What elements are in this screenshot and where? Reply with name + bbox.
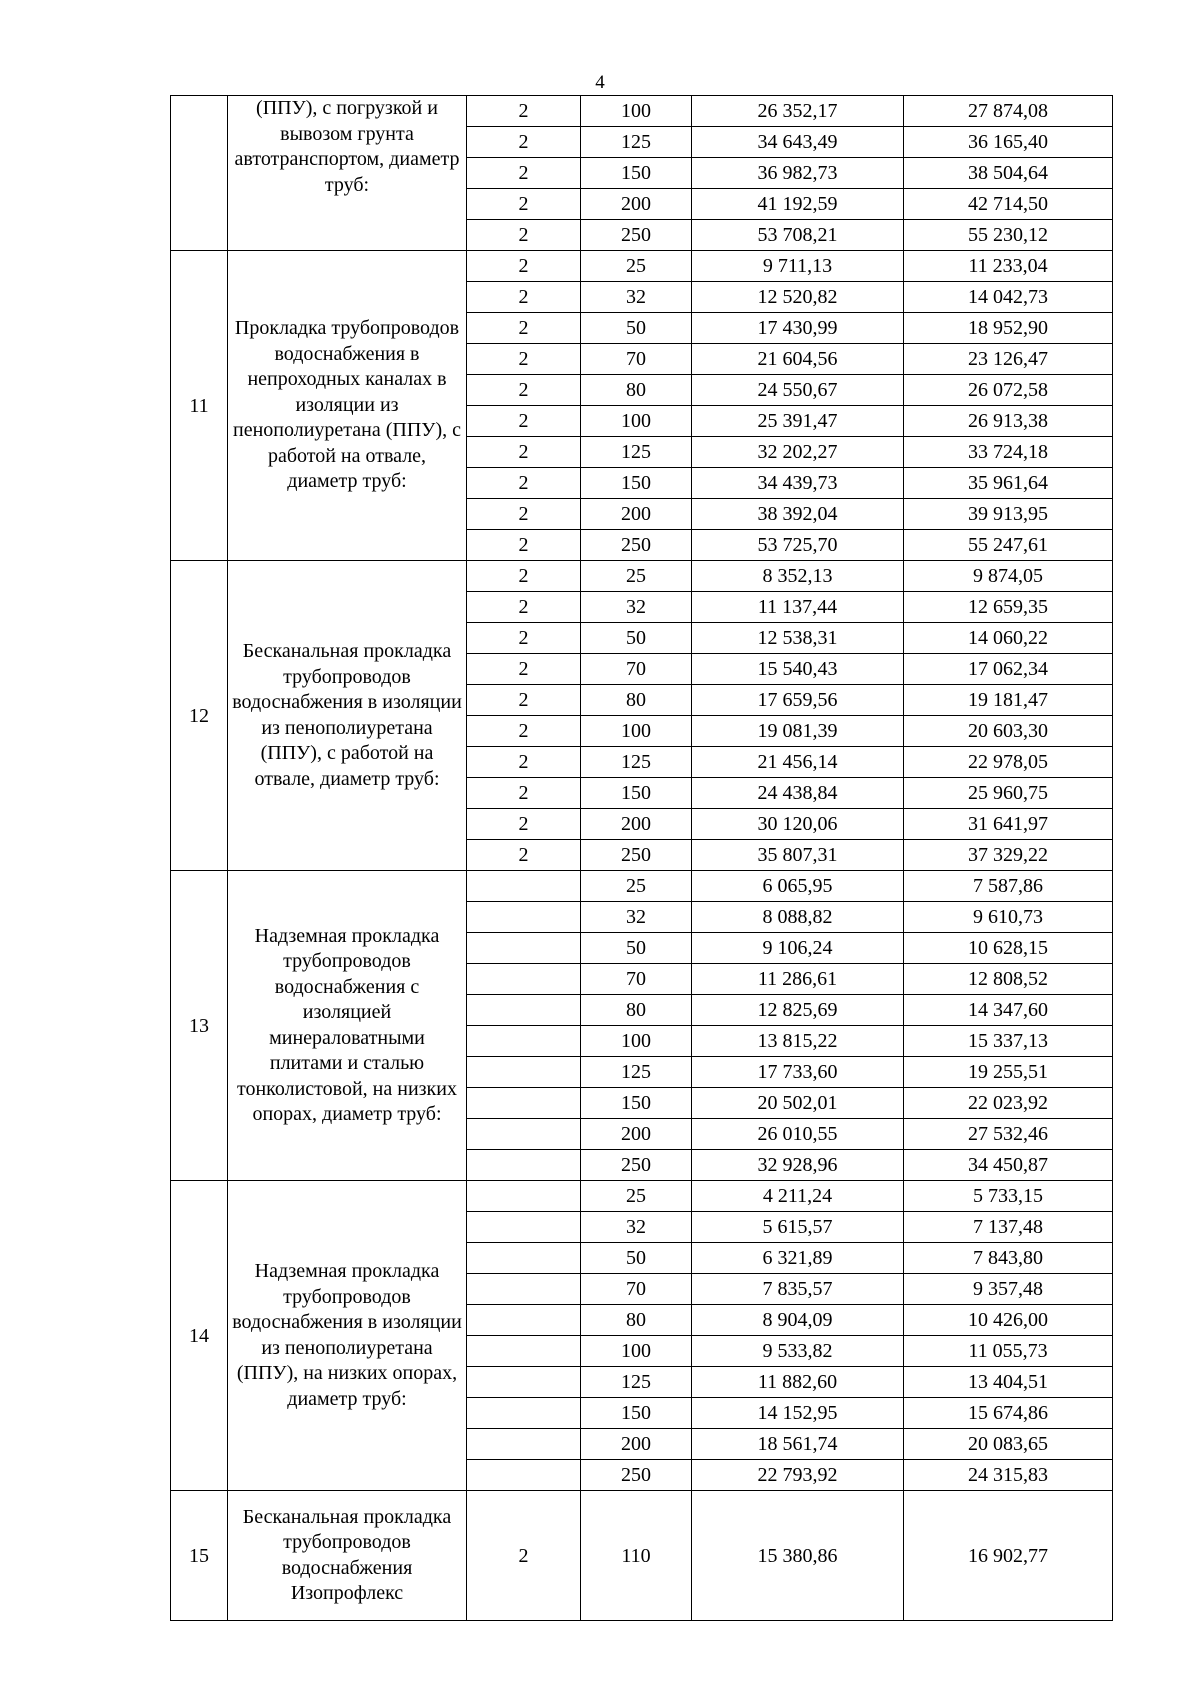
quantity-cell — [467, 964, 581, 995]
price-cell: 8 904,09 — [692, 1305, 904, 1336]
item-number-cell — [171, 96, 228, 251]
price-cell: 8 088,82 — [692, 902, 904, 933]
price-vat-cell: 11 233,04 — [904, 251, 1113, 282]
description-cell: Надземная прокладка трубопроводов водоснабжения в изоляции из пенополиуретана (ППУ), на низких опорах, диаметр труб: — [228, 1181, 467, 1491]
diameter-cell: 80 — [581, 995, 692, 1026]
price-vat-cell: 55 230,12 — [904, 220, 1113, 251]
quantity-cell: 2 — [467, 809, 581, 840]
item-number-cell: 12 — [171, 561, 228, 871]
price-vat-cell: 10 628,15 — [904, 933, 1113, 964]
price-cell: 12 825,69 — [692, 995, 904, 1026]
price-cell: 22 793,92 — [692, 1460, 904, 1491]
price-vat-cell: 18 952,90 — [904, 313, 1113, 344]
quantity-cell — [467, 1429, 581, 1460]
quantity-cell — [467, 933, 581, 964]
description-cell: (ППУ), с погрузкой и вывозом грунта автотранспортом, диаметр труб: — [228, 96, 467, 251]
quantity-cell — [467, 1460, 581, 1491]
quantity-cell — [467, 1243, 581, 1274]
price-cell: 32 202,27 — [692, 437, 904, 468]
table-row — [171, 561, 1113, 592]
quantity-cell: 2 — [467, 716, 581, 747]
price-vat-cell: 22 978,05 — [904, 747, 1113, 778]
page-number: 4 — [595, 72, 605, 93]
price-cell: 34 643,49 — [692, 127, 904, 158]
price-vat-cell: 20 603,30 — [904, 716, 1113, 747]
diameter-cell: 150 — [581, 1398, 692, 1429]
quantity-cell: 2 — [467, 592, 581, 623]
price-vat-cell: 9 357,48 — [904, 1274, 1113, 1305]
diameter-cell: 25 — [581, 251, 692, 282]
diameter-cell: 80 — [581, 685, 692, 716]
item-number-cell: 13 — [171, 871, 228, 1181]
price-cell: 30 120,06 — [692, 809, 904, 840]
quantity-cell: 2 — [467, 530, 581, 561]
price-cell: 35 807,31 — [692, 840, 904, 871]
quantity-cell: 2 — [467, 127, 581, 158]
price-vat-cell: 14 042,73 — [904, 282, 1113, 313]
diameter-cell: 32 — [581, 282, 692, 313]
quantity-cell — [467, 1026, 581, 1057]
diameter-cell: 150 — [581, 158, 692, 189]
price-vat-cell: 15 674,86 — [904, 1398, 1113, 1429]
item-number-cell: 15 — [171, 1491, 228, 1621]
diameter-cell: 50 — [581, 1243, 692, 1274]
price-vat-cell: 31 641,97 — [904, 809, 1113, 840]
price-cell: 20 502,01 — [692, 1088, 904, 1119]
diameter-cell: 25 — [581, 871, 692, 902]
quantity-cell: 2 — [467, 344, 581, 375]
diameter-cell: 250 — [581, 220, 692, 251]
price-vat-cell: 42 714,50 — [904, 189, 1113, 220]
quantity-cell — [467, 1150, 581, 1181]
diameter-cell: 32 — [581, 902, 692, 933]
diameter-cell: 150 — [581, 1088, 692, 1119]
description-cell: Прокладка трубопроводов водоснабжения в непроходных каналах в изоляции из пенополиуретана (ППУ), с работой на отвале, диаметр труб: — [228, 251, 467, 561]
quantity-cell: 2 — [467, 437, 581, 468]
quantity-cell: 2 — [467, 747, 581, 778]
price-cell: 11 286,61 — [692, 964, 904, 995]
price-cell: 17 430,99 — [692, 313, 904, 344]
description-cell: Бесканальная прокладка трубопроводов водоснабжения в изоляции из пенополиуретана (ППУ), с работой на отвале, диаметр труб: — [228, 561, 467, 871]
quantity-cell — [467, 1181, 581, 1212]
quantity-cell: 2 — [467, 375, 581, 406]
price-cell: 12 538,31 — [692, 623, 904, 654]
quantity-cell — [467, 902, 581, 933]
diameter-cell: 110 — [581, 1491, 692, 1621]
price-cell: 12 520,82 — [692, 282, 904, 313]
quantity-cell: 2 — [467, 251, 581, 282]
price-vat-cell: 11 055,73 — [904, 1336, 1113, 1367]
diameter-cell: 70 — [581, 1274, 692, 1305]
price-vat-cell: 7 587,86 — [904, 871, 1113, 902]
diameter-cell: 32 — [581, 592, 692, 623]
price-vat-cell: 5 733,15 — [904, 1181, 1113, 1212]
price-vat-cell: 12 659,35 — [904, 592, 1113, 623]
quantity-cell: 2 — [467, 778, 581, 809]
price-cell: 17 659,56 — [692, 685, 904, 716]
price-vat-cell: 9 874,05 — [904, 561, 1113, 592]
price-cell: 13 815,22 — [692, 1026, 904, 1057]
price-cell: 9 106,24 — [692, 933, 904, 964]
price-cell: 4 211,24 — [692, 1181, 904, 1212]
table-row — [171, 871, 1113, 902]
quantity-cell: 2 — [467, 499, 581, 530]
diameter-cell: 125 — [581, 1367, 692, 1398]
diameter-cell: 70 — [581, 964, 692, 995]
price-cell: 36 982,73 — [692, 158, 904, 189]
quantity-cell — [467, 1274, 581, 1305]
price-cell: 18 561,74 — [692, 1429, 904, 1460]
item-number-cell: 14 — [171, 1181, 228, 1491]
price-cell: 8 352,13 — [692, 561, 904, 592]
quantity-cell: 2 — [467, 96, 581, 127]
quantity-cell: 2 — [467, 189, 581, 220]
price-cell: 14 152,95 — [692, 1398, 904, 1429]
quantity-cell — [467, 1119, 581, 1150]
quantity-cell: 2 — [467, 840, 581, 871]
price-cell: 34 439,73 — [692, 468, 904, 499]
price-vat-cell: 9 610,73 — [904, 902, 1113, 933]
price-vat-cell: 7 137,48 — [904, 1212, 1113, 1243]
diameter-cell: 125 — [581, 437, 692, 468]
quantity-cell — [467, 1057, 581, 1088]
price-vat-cell: 20 083,65 — [904, 1429, 1113, 1460]
price-cell: 15 540,43 — [692, 654, 904, 685]
price-cell: 21 604,56 — [692, 344, 904, 375]
diameter-cell: 70 — [581, 654, 692, 685]
diameter-cell: 150 — [581, 468, 692, 499]
table-row — [171, 1181, 1113, 1212]
quantity-cell: 2 — [467, 468, 581, 499]
quantity-cell — [467, 995, 581, 1026]
diameter-cell: 150 — [581, 778, 692, 809]
quantity-cell: 2 — [467, 313, 581, 344]
price-vat-cell: 33 724,18 — [904, 437, 1113, 468]
diameter-cell: 250 — [581, 530, 692, 561]
quantity-cell — [467, 871, 581, 902]
price-cell: 5 615,57 — [692, 1212, 904, 1243]
diameter-cell: 125 — [581, 127, 692, 158]
quantity-cell: 2 — [467, 158, 581, 189]
price-vat-cell: 12 808,52 — [904, 964, 1113, 995]
price-vat-cell: 35 961,64 — [904, 468, 1113, 499]
price-cell: 25 391,47 — [692, 406, 904, 437]
diameter-cell: 25 — [581, 561, 692, 592]
price-vat-cell: 7 843,80 — [904, 1243, 1113, 1274]
quantity-cell: 2 — [467, 623, 581, 654]
price-vat-cell: 17 062,34 — [904, 654, 1113, 685]
price-vat-cell: 26 913,38 — [904, 406, 1113, 437]
table-row — [171, 96, 1113, 127]
price-vat-cell: 14 347,60 — [904, 995, 1113, 1026]
diameter-cell: 100 — [581, 406, 692, 437]
price-vat-cell: 14 060,22 — [904, 623, 1113, 654]
diameter-cell: 250 — [581, 840, 692, 871]
diameter-cell: 100 — [581, 716, 692, 747]
price-vat-cell: 24 315,83 — [904, 1460, 1113, 1491]
price-cell: 6 065,95 — [692, 871, 904, 902]
price-vat-cell: 15 337,13 — [904, 1026, 1113, 1057]
diameter-cell: 25 — [581, 1181, 692, 1212]
tariff-table — [170, 95, 1113, 1621]
price-vat-cell: 26 072,58 — [904, 375, 1113, 406]
price-vat-cell: 19 255,51 — [904, 1057, 1113, 1088]
diameter-cell: 50 — [581, 313, 692, 344]
price-cell: 11 882,60 — [692, 1367, 904, 1398]
quantity-cell — [467, 1088, 581, 1119]
price-vat-cell: 27 874,08 — [904, 96, 1113, 127]
diameter-cell: 125 — [581, 747, 692, 778]
diameter-cell: 250 — [581, 1150, 692, 1181]
diameter-cell: 200 — [581, 1119, 692, 1150]
price-cell: 17 733,60 — [692, 1057, 904, 1088]
diameter-cell: 50 — [581, 933, 692, 964]
diameter-cell: 70 — [581, 344, 692, 375]
price-cell: 11 137,44 — [692, 592, 904, 623]
price-cell: 26 352,17 — [692, 96, 904, 127]
description-cell: Бесканальная прокладка трубопроводов водоснабжения Изопрофлекс — [228, 1491, 467, 1621]
price-cell: 6 321,89 — [692, 1243, 904, 1274]
diameter-cell: 100 — [581, 1336, 692, 1367]
diameter-cell: 200 — [581, 499, 692, 530]
price-vat-cell: 39 913,95 — [904, 499, 1113, 530]
quantity-cell: 2 — [467, 561, 581, 592]
price-cell: 41 192,59 — [692, 189, 904, 220]
price-cell: 7 835,57 — [692, 1274, 904, 1305]
diameter-cell: 80 — [581, 1305, 692, 1336]
price-vat-cell: 38 504,64 — [904, 158, 1113, 189]
quantity-cell: 2 — [467, 220, 581, 251]
price-vat-cell: 19 181,47 — [904, 685, 1113, 716]
price-vat-cell: 27 532,46 — [904, 1119, 1113, 1150]
price-cell: 53 708,21 — [692, 220, 904, 251]
quantity-cell — [467, 1367, 581, 1398]
price-cell: 21 456,14 — [692, 747, 904, 778]
price-cell: 26 010,55 — [692, 1119, 904, 1150]
description-cell: Надземная прокладка трубопроводов водоснабжения с изоляцией минераловатными плитами и сталью тонколистовой, на низких опорах, диаметр труб: — [228, 871, 467, 1181]
price-vat-cell: 23 126,47 — [904, 344, 1113, 375]
quantity-cell — [467, 1336, 581, 1367]
diameter-cell: 200 — [581, 809, 692, 840]
price-vat-cell: 25 960,75 — [904, 778, 1113, 809]
price-vat-cell: 22 023,92 — [904, 1088, 1113, 1119]
diameter-cell: 50 — [581, 623, 692, 654]
price-cell: 32 928,96 — [692, 1150, 904, 1181]
price-cell: 24 550,67 — [692, 375, 904, 406]
price-vat-cell: 10 426,00 — [904, 1305, 1113, 1336]
diameter-cell: 100 — [581, 1026, 692, 1057]
diameter-cell: 80 — [581, 375, 692, 406]
price-cell: 9 711,13 — [692, 251, 904, 282]
quantity-cell: 2 — [467, 1491, 581, 1621]
price-vat-cell: 36 165,40 — [904, 127, 1113, 158]
price-cell: 15 380,86 — [692, 1491, 904, 1621]
quantity-cell: 2 — [467, 406, 581, 437]
table-body — [171, 96, 1113, 1621]
table-row — [171, 1491, 1113, 1621]
price-cell: 24 438,84 — [692, 778, 904, 809]
quantity-cell: 2 — [467, 282, 581, 313]
table-row — [171, 251, 1113, 282]
diameter-cell: 32 — [581, 1212, 692, 1243]
quantity-cell — [467, 1305, 581, 1336]
diameter-cell: 200 — [581, 189, 692, 220]
quantity-cell — [467, 1398, 581, 1429]
diameter-cell: 250 — [581, 1460, 692, 1491]
diameter-cell: 100 — [581, 96, 692, 127]
price-vat-cell: 37 329,22 — [904, 840, 1113, 871]
item-number-cell: 11 — [171, 251, 228, 561]
price-cell: 9 533,82 — [692, 1336, 904, 1367]
price-vat-cell: 16 902,77 — [904, 1491, 1113, 1621]
quantity-cell — [467, 1212, 581, 1243]
price-vat-cell: 34 450,87 — [904, 1150, 1113, 1181]
price-cell: 19 081,39 — [692, 716, 904, 747]
price-cell: 53 725,70 — [692, 530, 904, 561]
diameter-cell: 200 — [581, 1429, 692, 1460]
price-vat-cell: 55 247,61 — [904, 530, 1113, 561]
quantity-cell: 2 — [467, 654, 581, 685]
price-cell: 38 392,04 — [692, 499, 904, 530]
quantity-cell: 2 — [467, 685, 581, 716]
price-vat-cell: 13 404,51 — [904, 1367, 1113, 1398]
diameter-cell: 125 — [581, 1057, 692, 1088]
